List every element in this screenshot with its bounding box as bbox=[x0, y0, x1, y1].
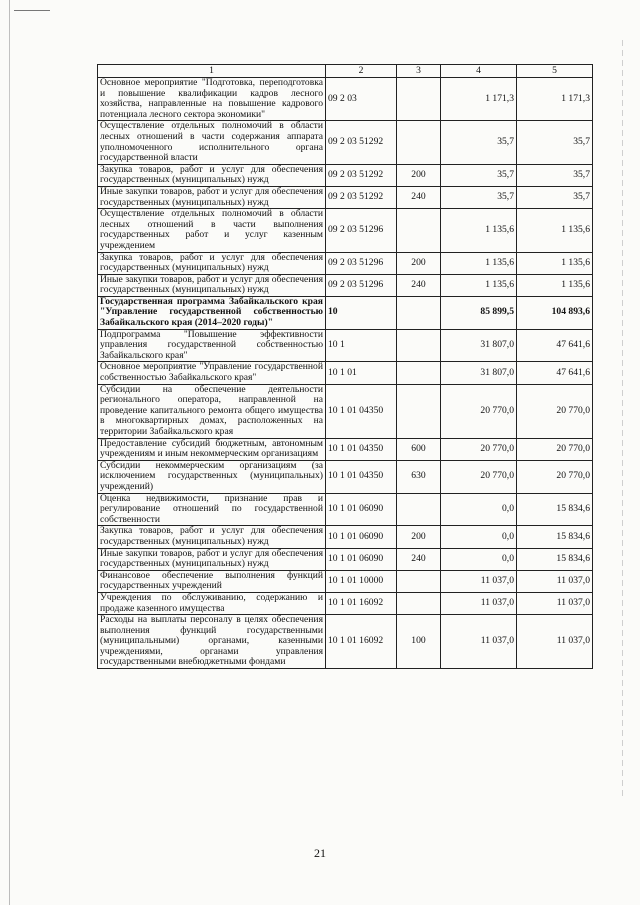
row-value-col5-cell: 15 834,6 bbox=[517, 493, 593, 526]
row-code-cell: 09 2 03 51296 bbox=[326, 274, 397, 296]
row-name-cell: Учреждения по обслуживанию, содержанию и продаже казенного имущества bbox=[98, 592, 326, 614]
row-expense-type-cell: 240 bbox=[397, 186, 441, 208]
header-col-5: 5 bbox=[517, 65, 593, 78]
row-name-cell: Иные закупки товаров, работ и услуг для обеспечения государственных (муниципальных) нужд bbox=[98, 186, 326, 208]
table-header-row bbox=[98, 65, 593, 78]
table-row bbox=[98, 615, 593, 669]
table-row bbox=[98, 296, 593, 329]
row-value-col5-cell: 11 037,0 bbox=[517, 570, 593, 592]
row-name-cell: Оценка недвижимости, признание прав и регулирование отношений по государственной собственности bbox=[98, 493, 326, 526]
table-row bbox=[98, 548, 593, 570]
scan-mark-top bbox=[14, 10, 50, 11]
row-code-cell: 10 1 01 04350 bbox=[326, 438, 397, 460]
row-name-cell: Закупка товаров, работ и услуг для обеспечения государственных (муниципальных) нужд bbox=[98, 164, 326, 186]
row-value-col5-cell: 47 641,6 bbox=[517, 362, 593, 384]
row-name-cell: Субсидии некоммерческим организациям (за исключением государственных (муниципальных) учреждений) bbox=[98, 460, 326, 493]
row-value-col5-cell: 15 834,6 bbox=[517, 526, 593, 548]
table-row bbox=[98, 362, 593, 384]
row-code-cell: 10 1 01 06090 bbox=[326, 548, 397, 570]
row-code-cell: 09 2 03 51296 bbox=[326, 209, 397, 252]
scan-edge-right bbox=[622, 40, 623, 800]
table-row bbox=[98, 274, 593, 296]
row-expense-type-cell: 240 bbox=[397, 548, 441, 570]
row-value-col4-cell: 11 037,0 bbox=[441, 615, 517, 669]
row-value-col4-cell: 35,7 bbox=[441, 121, 517, 164]
row-expense-type-cell: 200 bbox=[397, 164, 441, 186]
table-body bbox=[98, 78, 593, 669]
table-row bbox=[98, 164, 593, 186]
row-expense-type-cell bbox=[397, 329, 441, 362]
row-code-cell: 10 1 01 bbox=[326, 362, 397, 384]
row-value-col4-cell: 31 807,0 bbox=[441, 329, 517, 362]
row-name-cell: Закупка товаров, работ и услуг для обеспечения государственных (муниципальных) нужд bbox=[98, 526, 326, 548]
header-col-4: 4 bbox=[441, 65, 517, 78]
row-value-col4-cell: 11 037,0 bbox=[441, 570, 517, 592]
row-value-col5-cell: 35,7 bbox=[517, 121, 593, 164]
table-row bbox=[98, 186, 593, 208]
row-expense-type-cell bbox=[397, 592, 441, 614]
row-value-col4-cell: 35,7 bbox=[441, 186, 517, 208]
row-value-col4-cell: 0,0 bbox=[441, 493, 517, 526]
table-row bbox=[98, 493, 593, 526]
row-value-col4-cell: 20 770,0 bbox=[441, 460, 517, 493]
row-name-cell: Субсидии на обеспечение деятельности регионального оператора, направленной на проведение капитального ремонта общего имущества в многоквартирных домах, расположенных на территории Забайкальского края bbox=[98, 384, 326, 438]
row-expense-type-cell: 200 bbox=[397, 252, 441, 274]
row-code-cell: 10 1 01 06090 bbox=[326, 526, 397, 548]
row-value-col4-cell: 85 899,5 bbox=[441, 296, 517, 329]
row-value-col4-cell: 11 037,0 bbox=[441, 592, 517, 614]
row-value-col4-cell: 20 770,0 bbox=[441, 384, 517, 438]
row-code-cell: 10 1 01 04350 bbox=[326, 460, 397, 493]
row-name-cell: Иные закупки товаров, работ и услуг для обеспечения государственных (муниципальных) нужд bbox=[98, 274, 326, 296]
row-code-cell: 09 2 03 51292 bbox=[326, 164, 397, 186]
row-expense-type-cell: 200 bbox=[397, 526, 441, 548]
row-expense-type-cell bbox=[397, 121, 441, 164]
scan-edge-left bbox=[9, 0, 10, 905]
row-value-col5-cell: 1 135,6 bbox=[517, 209, 593, 252]
row-expense-type-cell: 600 bbox=[397, 438, 441, 460]
row-value-col4-cell: 1 135,6 bbox=[441, 274, 517, 296]
budget-table bbox=[97, 64, 593, 669]
row-name-cell: Закупка товаров, работ и услуг для обеспечения государственных (муниципальных) нужд bbox=[98, 252, 326, 274]
row-name-cell: Расходы на выплаты персоналу в целях обеспечения выполнения функций государственными (муниципальными) органами, казенными учреждениями, органами управления государственными внебюджетными фондами bbox=[98, 615, 326, 669]
row-name-cell: Осуществление отдельных полномочий в области лесных отношений в части содержания аппарата уполномоченного исполнительного органа государственной власти bbox=[98, 121, 326, 164]
row-value-col5-cell: 15 834,6 bbox=[517, 548, 593, 570]
row-expense-type-cell bbox=[397, 296, 441, 329]
row-value-col5-cell: 104 893,6 bbox=[517, 296, 593, 329]
row-value-col5-cell: 11 037,0 bbox=[517, 615, 593, 669]
row-value-col4-cell: 31 807,0 bbox=[441, 362, 517, 384]
row-name-cell: Подпрограмма "Повышение эффективности управления государственной собственностью Забайкальского края" bbox=[98, 329, 326, 362]
row-expense-type-cell bbox=[397, 384, 441, 438]
row-code-cell: 10 1 01 16092 bbox=[326, 615, 397, 669]
table-row bbox=[98, 384, 593, 438]
page-number: 21 bbox=[314, 846, 326, 860]
row-name-cell: Иные закупки товаров, работ и услуг для обеспечения государственных (муниципальных) нужд bbox=[98, 548, 326, 570]
row-value-col5-cell: 1 135,6 bbox=[517, 274, 593, 296]
row-expense-type-cell: 240 bbox=[397, 274, 441, 296]
row-value-col5-cell: 20 770,0 bbox=[517, 438, 593, 460]
row-expense-type-cell: 100 bbox=[397, 615, 441, 669]
row-code-cell: 09 2 03 51292 bbox=[326, 121, 397, 164]
row-name-cell: Предоставление субсидий бюджетным, автономным учреждениям и иным некоммерческим организациям bbox=[98, 438, 326, 460]
row-value-col5-cell: 35,7 bbox=[517, 186, 593, 208]
row-expense-type-cell bbox=[397, 570, 441, 592]
row-value-col5-cell: 47 641,6 bbox=[517, 329, 593, 362]
row-expense-type-cell: 630 bbox=[397, 460, 441, 493]
table-row bbox=[98, 329, 593, 362]
row-value-col4-cell: 0,0 bbox=[441, 548, 517, 570]
row-name-cell: Осуществление отдельных полномочий в области лесных отношений в части выполнения государственных работ и услуг казенным учреждением bbox=[98, 209, 326, 252]
row-name-cell: Финансовое обеспечение выполнения функций государственных учреждений bbox=[98, 570, 326, 592]
row-code-cell: 10 1 01 16092 bbox=[326, 592, 397, 614]
header-col-3: 3 bbox=[397, 65, 441, 78]
row-value-col5-cell: 20 770,0 bbox=[517, 460, 593, 493]
row-name-cell: Государственная программа Забайкальского края "Управление государственной собственностью Забайкальского края (2014–2020 годы)" bbox=[98, 296, 326, 329]
row-code-cell: 10 1 01 06090 bbox=[326, 493, 397, 526]
row-name-cell: Основное мероприятие "Подготовка, переподготовка и повышение квалификации кадров лесного хозяйства, направленные на повышение кадрового потенциала лесного сектора экономики" bbox=[98, 78, 326, 121]
table-row bbox=[98, 209, 593, 252]
table-row bbox=[98, 460, 593, 493]
row-value-col5-cell: 1 135,6 bbox=[517, 252, 593, 274]
row-code-cell: 10 1 01 10000 bbox=[326, 570, 397, 592]
header-col-1: 1 bbox=[98, 65, 326, 78]
row-value-col5-cell: 35,7 bbox=[517, 164, 593, 186]
row-value-col4-cell: 20 770,0 bbox=[441, 438, 517, 460]
row-value-col4-cell: 35,7 bbox=[441, 164, 517, 186]
row-code-cell: 09 2 03 bbox=[326, 78, 397, 121]
row-value-col5-cell: 11 037,0 bbox=[517, 592, 593, 614]
row-value-col4-cell: 1 135,6 bbox=[441, 209, 517, 252]
table-row bbox=[98, 592, 593, 614]
row-code-cell: 09 2 03 51292 bbox=[326, 186, 397, 208]
row-name-cell: Основное мероприятие "Управление государственной собственностью Забайкальского края" bbox=[98, 362, 326, 384]
row-expense-type-cell bbox=[397, 209, 441, 252]
row-code-cell: 09 2 03 51296 bbox=[326, 252, 397, 274]
table-row bbox=[98, 570, 593, 592]
table-row bbox=[98, 438, 593, 460]
row-value-col4-cell: 1 171,3 bbox=[441, 78, 517, 121]
row-expense-type-cell bbox=[397, 362, 441, 384]
table-row bbox=[98, 526, 593, 548]
table-row bbox=[98, 78, 593, 121]
row-value-col5-cell: 1 171,3 bbox=[517, 78, 593, 121]
row-value-col4-cell: 0,0 bbox=[441, 526, 517, 548]
row-code-cell: 10 1 bbox=[326, 329, 397, 362]
row-expense-type-cell bbox=[397, 78, 441, 121]
table-row bbox=[98, 252, 593, 274]
header-col-2: 2 bbox=[326, 65, 397, 78]
row-value-col4-cell: 1 135,6 bbox=[441, 252, 517, 274]
table-row bbox=[98, 121, 593, 164]
row-expense-type-cell bbox=[397, 493, 441, 526]
row-code-cell: 10 bbox=[326, 296, 397, 329]
row-value-col5-cell: 20 770,0 bbox=[517, 384, 593, 438]
row-code-cell: 10 1 01 04350 bbox=[326, 384, 397, 438]
